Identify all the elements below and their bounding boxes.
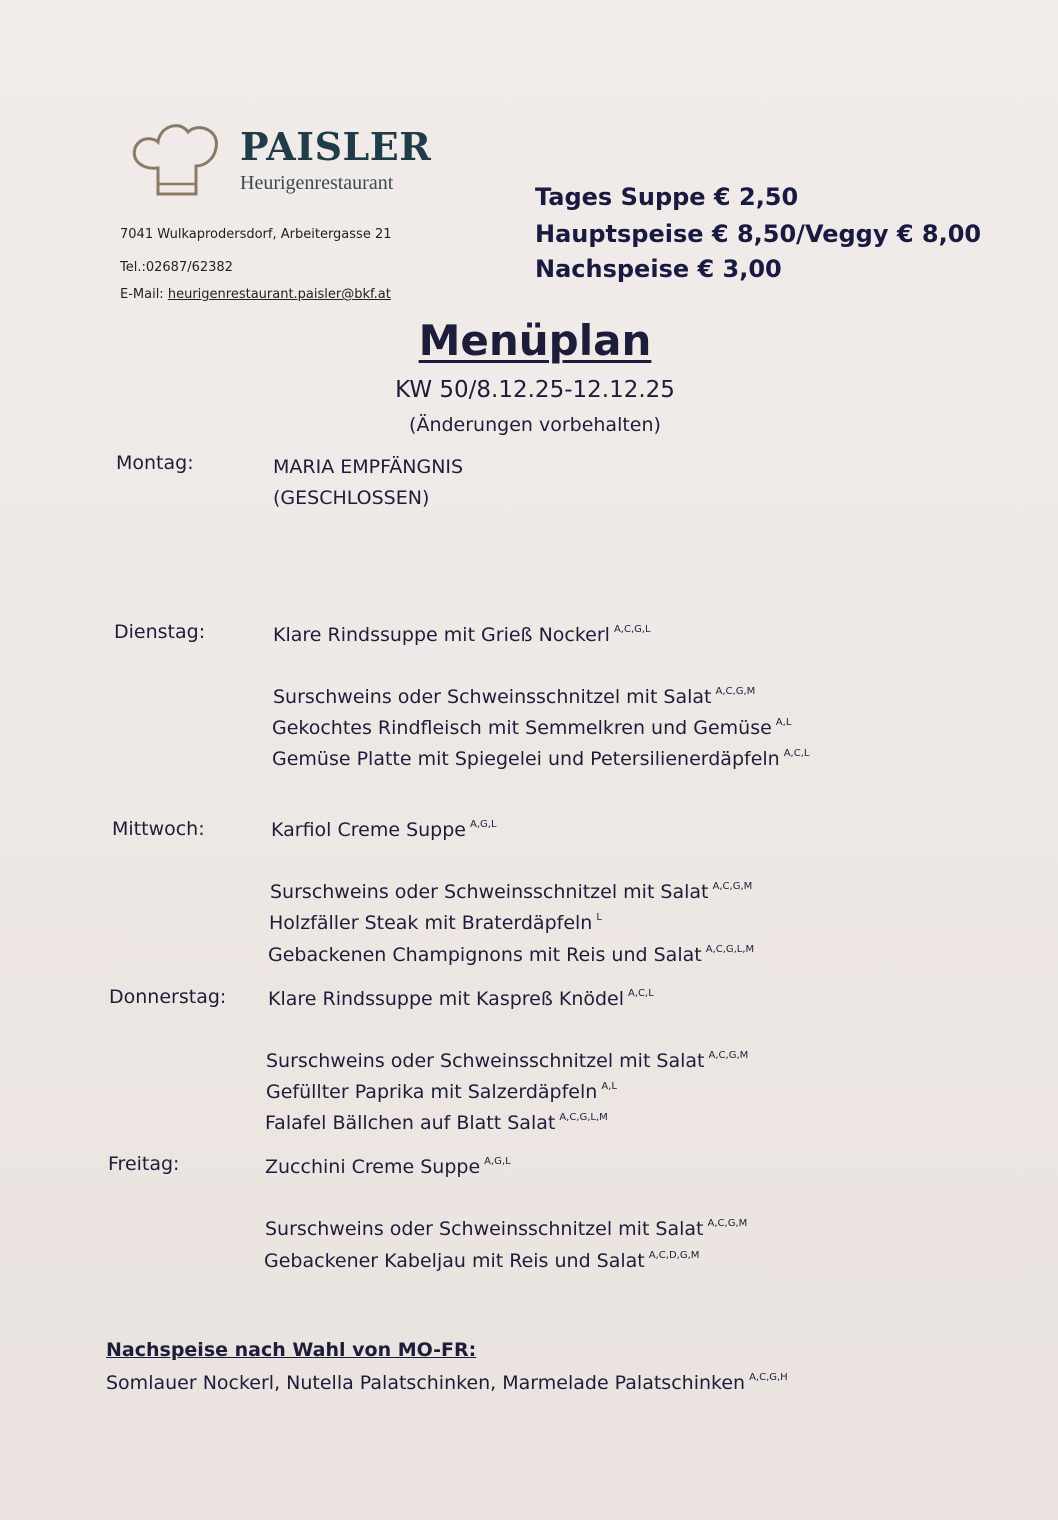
dish: [273, 624, 651, 646]
dish: [266, 1050, 748, 1072]
dish-name: Surschweins oder Schweinsschnitzel mit Salat: [265, 1218, 704, 1240]
allergens: A,C,G,M: [707, 1218, 748, 1229]
dish-name: Karfiol Creme Suppe: [271, 819, 466, 841]
allergens: A,C,G,L,M: [559, 1112, 608, 1123]
logo-name: PAISLER: [240, 124, 432, 169]
allergens: A,C,G,M: [708, 1050, 749, 1061]
day-label-thursday: Donnerstag:: [109, 986, 227, 1008]
dish-name: Klare Rindssuppe mit Kaspreß Knödel: [268, 988, 625, 1010]
price-dessert: Nachspeise € 3,00: [535, 255, 782, 283]
day-label-friday: Freitag:: [108, 1153, 180, 1175]
dish-name: Gefüllter Paprika mit Salzerdäpfeln: [266, 1081, 598, 1103]
dish-name: Falafel Bällchen auf Blatt Salat: [265, 1112, 556, 1134]
allergens: L: [596, 912, 602, 923]
logo-subtitle: Heurigenrestaurant: [240, 172, 394, 194]
dish: [265, 1218, 747, 1240]
dish: [265, 1156, 511, 1178]
dish: [269, 912, 602, 934]
dish: MARIA EMPFÄNGNIS: [273, 456, 464, 478]
dish-name: Gebackener Kabeljau mit Reis und Salat: [264, 1250, 645, 1272]
allergens: A,C,G,H: [749, 1372, 788, 1383]
allergens: A,C,L: [628, 988, 654, 999]
week-label: KW 50/8.12.25-12.12.25: [395, 377, 675, 403]
day-label-wednesday: Mittwoch:: [112, 818, 205, 840]
dessert-list: [106, 1372, 788, 1394]
day-label-monday: Montag:: [116, 452, 194, 474]
allergens: A,C,L: [783, 748, 810, 759]
dish-name: Zucchini Creme Suppe: [265, 1156, 481, 1178]
allergens: A,G,L: [484, 1156, 511, 1167]
dish: (GESCHLOSSEN): [273, 487, 430, 509]
price-main: Hauptspeise € 8,50/Veggy € 8,00: [535, 220, 982, 248]
chef-hat-logo-icon: [128, 118, 224, 200]
allergens: A,C,G,L,M: [705, 944, 755, 955]
dessert-text: Somlauer Nockerl, Nutella Palatschinken, Marmelade Palatschinken: [106, 1372, 746, 1394]
allergens: A,C,G,M: [715, 686, 756, 697]
email-link[interactable]: heurigenrestaurant.paisler@bkf.at: [167, 287, 391, 302]
allergens: A,C,G,M: [712, 881, 753, 892]
email-line: [120, 287, 391, 302]
day-label-tuesday: Dienstag:: [114, 621, 206, 643]
dessert-heading: Nachspeise nach Wahl von MO-FR:: [106, 1339, 477, 1361]
dish: [268, 944, 754, 966]
dish: [266, 1081, 617, 1103]
dish-name: Surschweins oder Schweinsschnitzel mit Salat: [266, 1050, 705, 1072]
dish-name: Surschweins oder Schweinsschnitzel mit Salat: [270, 881, 709, 903]
dish: [273, 686, 755, 708]
dish: [265, 1112, 608, 1134]
address: 7041 Wulkaprodersdorf, Arbeitergasse 21: [120, 227, 392, 242]
dish-name: Gekochtes Rindfleisch mit Semmelkren und Gemüse: [272, 717, 772, 739]
allergens: A,C,D,G,M: [648, 1250, 700, 1261]
dish-name: Gebackenen Champignons mit Reis und Salat: [268, 944, 702, 966]
allergens: A,L: [601, 1081, 617, 1092]
dish-name: Surschweins oder Schweinsschnitzel mit Salat: [273, 686, 712, 708]
dish: [272, 717, 791, 739]
dish: [272, 748, 809, 770]
changes-note: (Änderungen vorbehalten): [409, 414, 661, 436]
dish-name: Holzfäller Steak mit Braterdäpfeln: [269, 912, 593, 934]
allergens: A,G,L: [470, 819, 497, 830]
dish-name: Klare Rindssuppe mit Grieß Nockerl: [273, 624, 610, 646]
allergens: A,L: [775, 717, 792, 728]
allergens: A,C,G,L: [613, 624, 651, 635]
dish-name: Gemüse Platte mit Spiegelei und Petersilienerdäpfeln: [272, 748, 780, 770]
dish: [270, 881, 752, 903]
email-label: E-Mail:: [120, 287, 164, 302]
dish: [271, 819, 497, 841]
dish: [264, 1250, 699, 1272]
price-soup: Tages Suppe € 2,50: [535, 183, 799, 211]
page-title: Menüplan: [418, 316, 652, 365]
dish: [268, 988, 654, 1010]
phone: Tel.:02687/62382: [120, 260, 233, 275]
